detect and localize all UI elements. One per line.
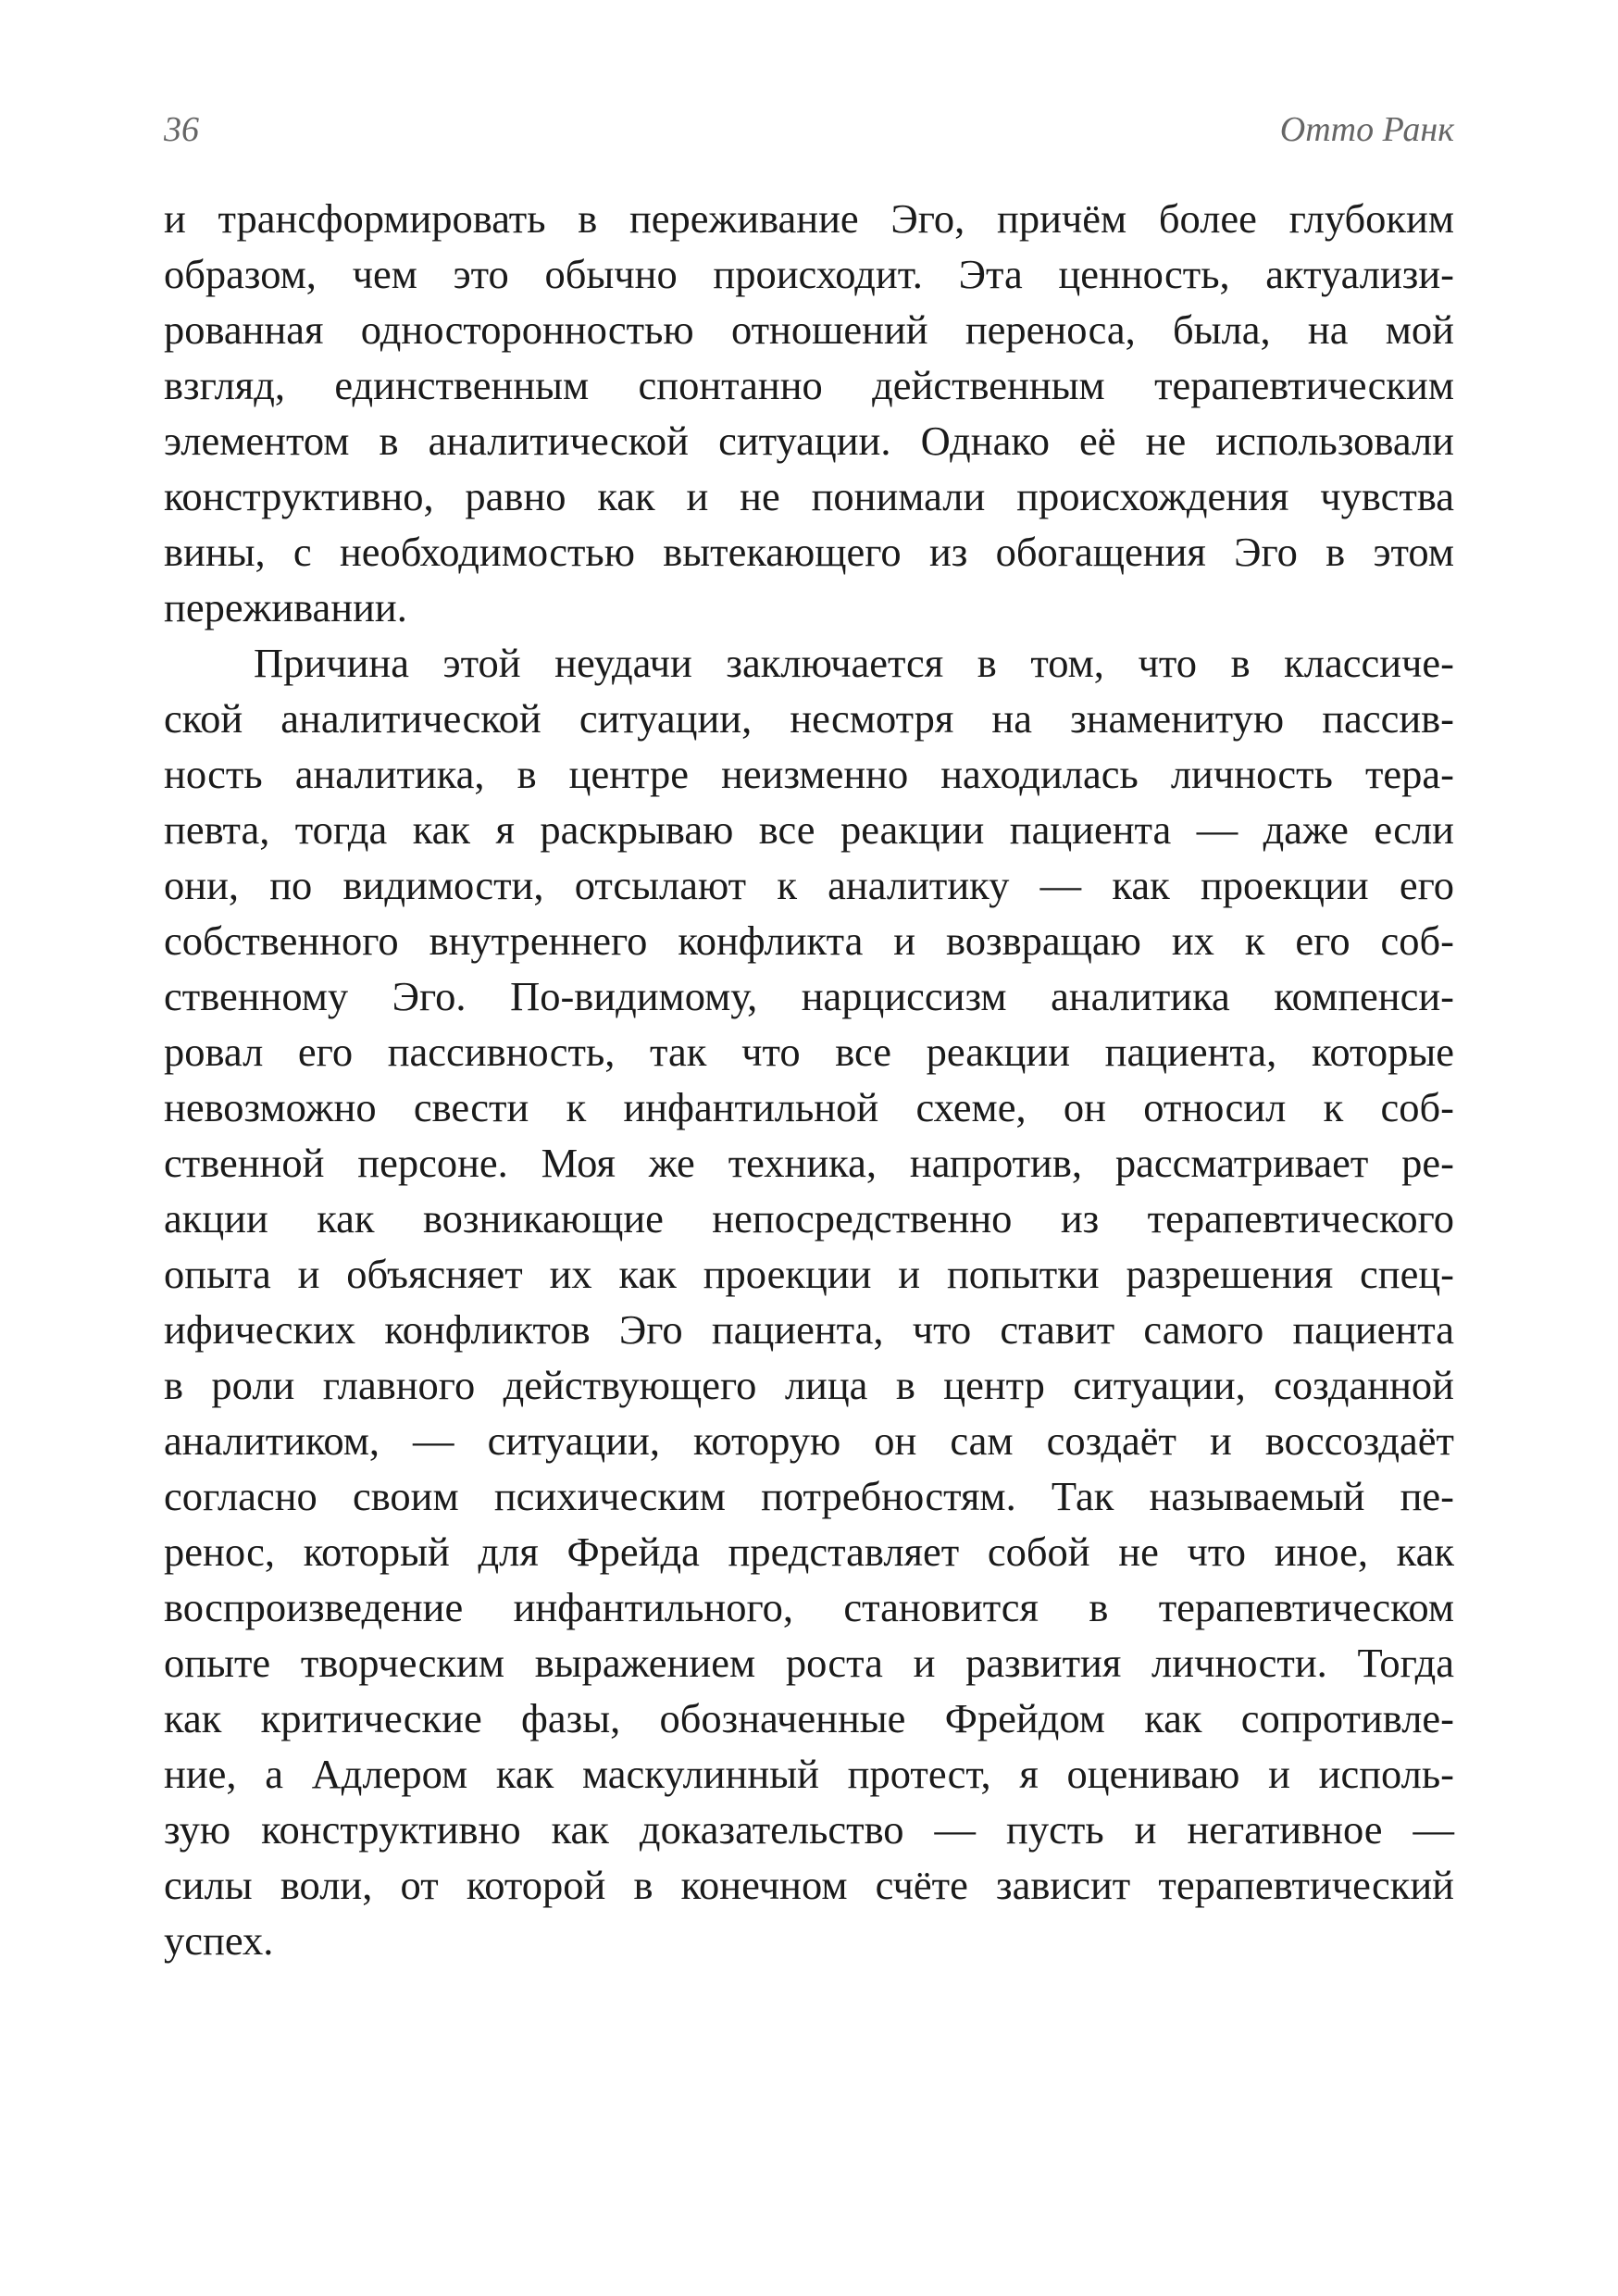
body-text — [164, 191, 1454, 1968]
text-line: они, по видимости, отсылают к аналитику — как проекции его — [164, 862, 1454, 908]
text-line: зую конструктивно как доказательство — пусть и негативное — — [164, 1806, 1454, 1853]
text-line: воспроизведение инфантильного, становится в терапевтическом — [164, 1584, 1454, 1630]
paragraph-2 — [164, 635, 1454, 1968]
text-line: ственной персоне. Моя же техника, напротив, рассматривает ре- — [164, 1140, 1454, 1186]
text-line: согласно своим психическим потребностям. Так называемый пе- — [164, 1473, 1454, 1519]
text-line: ственному Эго. По-видимому, нарциссизм аналитика компенси- — [164, 973, 1454, 1019]
text-line: собственного внутреннего конфликта и возвращаю их к его соб- — [164, 917, 1454, 964]
paragraph-1 — [164, 191, 1454, 635]
text-line: взгляд, единственным спонтанно действенным терапевтическим — [164, 362, 1454, 408]
text-line: акции как возникающие непосредственно из терапевтического — [164, 1195, 1454, 1242]
page-number: 36 — [164, 110, 199, 149]
text-line: Причина этой неудачи заключается в том, что в классиче- — [254, 640, 1454, 686]
running-head — [164, 107, 1454, 152]
text-line: силы воли, от которой в конечном счёте зависит терапевтический — [164, 1862, 1454, 1908]
running-head-author: Отто Ранк — [1279, 110, 1454, 149]
text-line: рованная односторонностью отношений переноса, была, на мой — [164, 306, 1454, 353]
text-line: певта, тогда как я раскрываю все реакции пациента — даже если — [164, 806, 1454, 853]
text-line: ние, а Адлером как маскулинный протест, я оцениваю и исполь- — [164, 1751, 1454, 1797]
text-line: ифических конфликтов Эго пациента, что ставит самого пациента — [164, 1306, 1454, 1353]
text-line: конструктивно, равно как и не понимали происхождения чувства — [164, 473, 1454, 519]
text-line: опыте творческим выражением роста и развития личности. Тогда — [164, 1640, 1454, 1686]
text-line: успех. — [164, 1917, 274, 1964]
text-line: образом, чем это обычно происходит. Эта ценность, актуализи- — [164, 251, 1454, 297]
text-line: ровал его пассивность, так что все реакции пациента, которые — [164, 1029, 1454, 1075]
text-line: и трансформировать в переживание Эго, причём более глубоким — [164, 195, 1454, 242]
text-line: элементом в аналитической ситуации. Однако её не использовали — [164, 418, 1454, 464]
text-line: невозможно свести к инфантильной схеме, он относил к соб- — [164, 1084, 1454, 1130]
text-line: в роли главного действующего лица в центр ситуации, созданной — [164, 1362, 1454, 1408]
text-line: как критические фазы, обозначенные Фрейдом как сопротивле- — [164, 1695, 1454, 1741]
text-line: аналитиком, — ситуации, которую он сам создаёт и воссоздаёт — [164, 1417, 1454, 1464]
text-line: ность аналитика, в центре неизменно находилась личность тера- — [164, 751, 1454, 797]
text-line: вины, с необходимостью вытекающего из обогащения Эго в этом — [164, 529, 1454, 575]
text-line: переживании. — [164, 584, 407, 630]
text-line: ренос, который для Фрейда представляет собой не что иное, как — [164, 1529, 1454, 1575]
text-line: опыта и объясняет их как проекции и попытки разрешения спец- — [164, 1251, 1454, 1297]
text-line: ской аналитической ситуации, несмотря на знаменитую пассив- — [164, 695, 1454, 742]
